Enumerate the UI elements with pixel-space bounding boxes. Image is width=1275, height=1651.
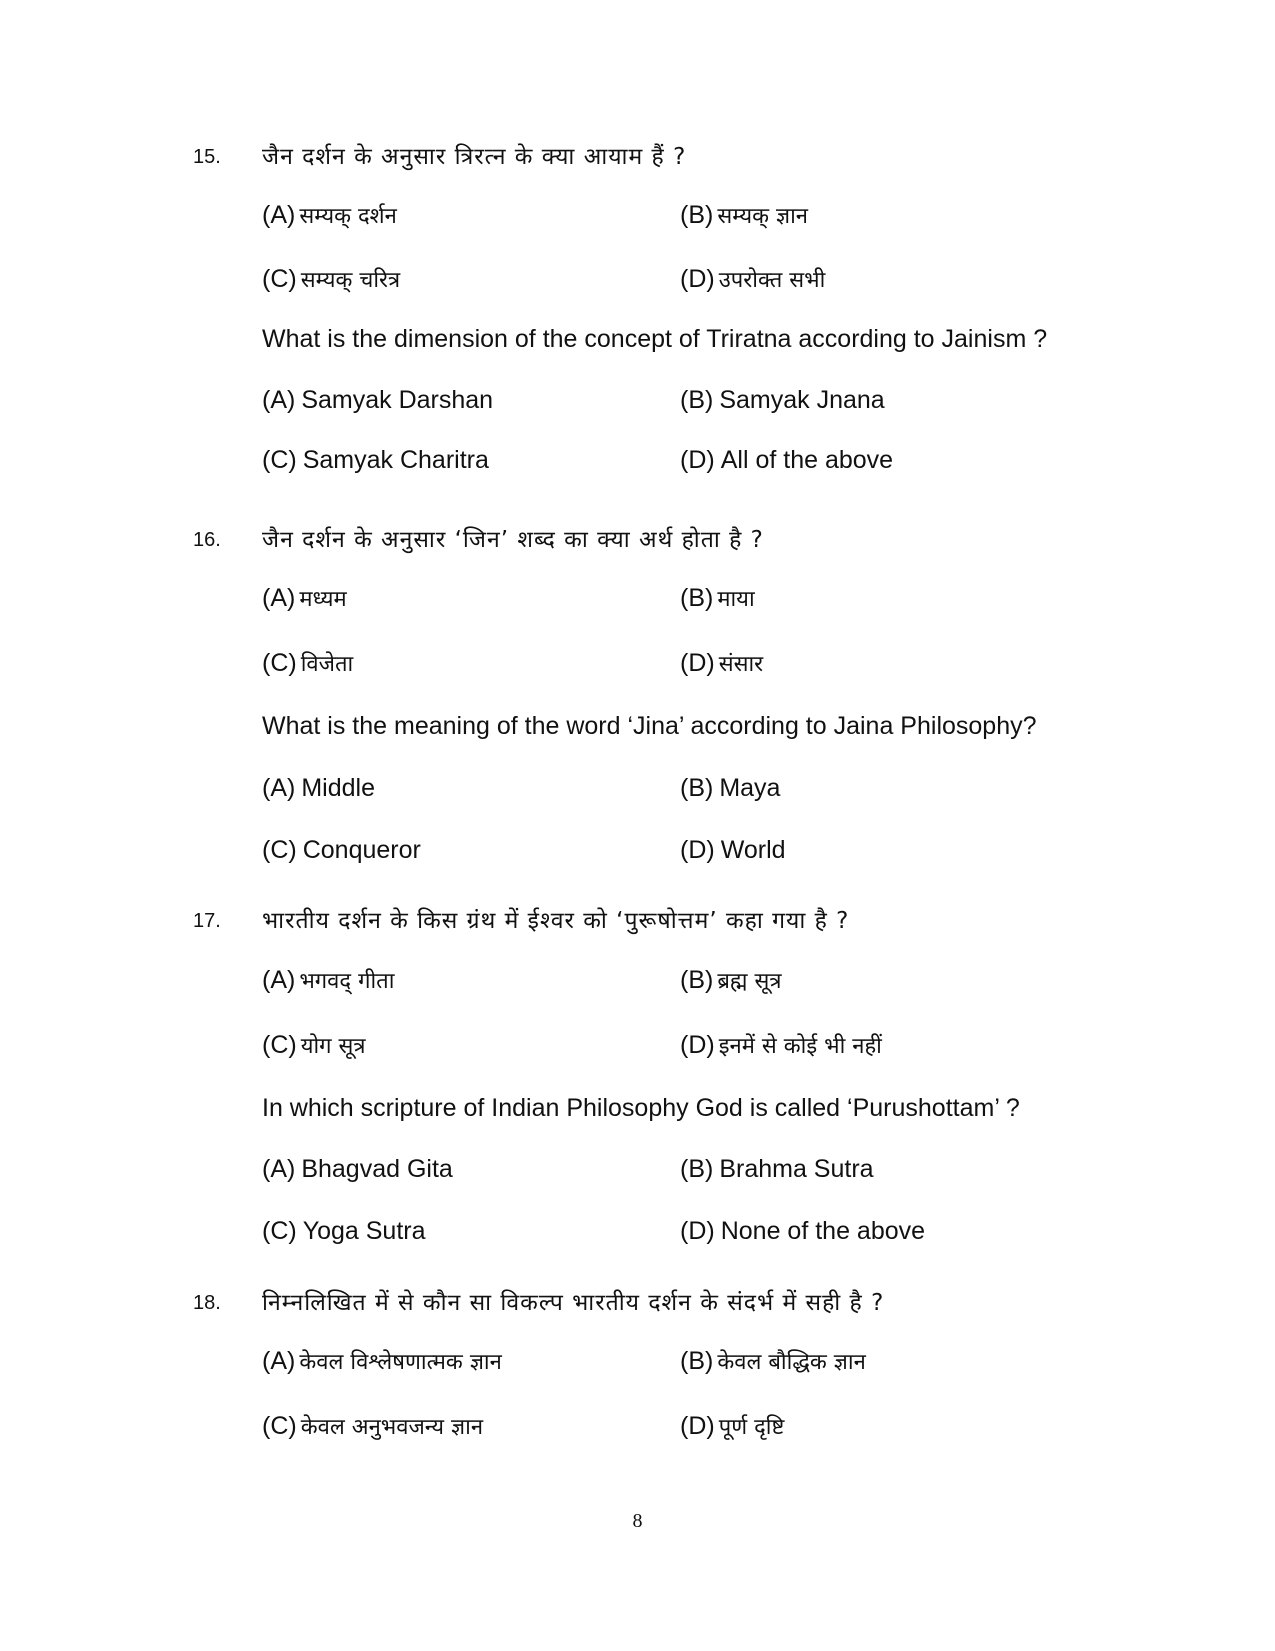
option-letter: (A) [262,774,296,802]
option-text: संसार [718,652,764,677]
option-c-hindi [262,1411,483,1441]
option-letter: (C) [262,1412,297,1440]
option-letter: (A) [262,1155,296,1183]
question-number: 16. [193,529,221,551]
option-text: मध्यम [299,587,347,612]
option-b-english [680,774,780,803]
option-letter: (C) [262,836,297,864]
option-text: सम्यक् दर्शन [299,204,397,229]
option-text: सम्यक् ज्ञान [717,204,809,229]
question-text-hindi: निम्नलिखित में से कौन सा विकल्प भारतीय दर्शन के संदर्भ में सही है ? [262,1290,885,1316]
option-letter: (B) [680,584,714,612]
option-b-hindi [680,583,755,613]
option-text: ब्रह्म सूत्र [717,969,782,994]
option-text: पूर्ण दृष्टि [718,1415,785,1440]
option-text: World [720,836,786,864]
option-d-hindi [680,1411,784,1441]
option-c-hindi [262,1030,366,1060]
option-text: Samyak Darshan [301,386,494,414]
page-number: 8 [632,1510,643,1532]
option-b-english [680,1155,874,1184]
question-text-english: What is the meaning of the word ‘Jina’ according to Jaina Philosophy? [262,712,1037,740]
option-a-hindi [262,583,347,613]
option-d-english [680,1217,925,1246]
option-text: उपरोक्त सभी [718,268,826,293]
question-text-hindi: जैन दर्शन के अनुसार ‘जिन’ शब्द का क्या अर्थ होता है ? [262,527,764,553]
option-text: Brahma Sutra [719,1155,874,1183]
option-c-english [262,1217,426,1246]
option-text: विजेता [300,652,354,677]
question-text-english: In which scripture of Indian Philosophy God is called ‘Purushottam’ ? [262,1094,1020,1122]
option-letter: (B) [680,386,714,414]
option-text: केवल बौद्धिक ज्ञान [717,1350,866,1375]
option-b-hindi [680,200,808,230]
option-d-english [680,836,786,865]
option-text: इनमें से कोई भी नहीं [718,1034,882,1059]
option-c-english [262,836,421,865]
option-text: Conqueror [302,836,421,864]
option-letter: (C) [262,1031,297,1059]
option-text: Samyak Charitra [302,446,489,474]
question-text-english: What is the dimension of the concept of Triratna according to Jainism ? [262,325,1048,353]
option-letter: (D) [680,446,715,474]
option-text: सम्यक् चरित्र [300,268,401,293]
option-text: Maya [719,774,781,802]
option-letter: (A) [262,584,296,612]
option-text: माया [717,587,755,612]
option-d-hindi [680,264,825,294]
option-b-hindi [680,965,782,995]
option-text: All of the above [720,446,894,474]
option-d-hindi [680,1030,882,1060]
option-letter: (C) [262,1217,297,1245]
option-text: Yoga Sutra [302,1217,426,1245]
question-number: 15. [193,146,221,168]
option-a-english [262,1155,453,1184]
question-text-hindi: जैन दर्शन के अनुसार त्रिरत्न के क्या आयाम हैं ? [262,144,687,170]
option-letter: (B) [680,1347,714,1375]
option-b-english [680,386,885,415]
option-letter: (C) [262,446,297,474]
option-d-hindi [680,648,763,678]
question-text-hindi: भारतीय दर्शन के किस ग्रंथ में ईश्वर को ‘पुरूषोत्तम’ कहा गया है ? [262,908,850,934]
option-a-hindi [262,1346,502,1376]
option-a-english [262,774,375,803]
option-letter: (A) [262,386,296,414]
question-number: 17. [193,910,221,932]
option-letter: (D) [680,649,715,677]
option-a-hindi [262,965,394,995]
option-letter: (A) [262,966,296,994]
option-text: Samyak Jnana [719,386,885,414]
option-text: केवल विश्लेषणात्मक ज्ञान [299,1350,502,1375]
option-text: Bhagvad Gita [301,1155,453,1183]
option-a-english [262,386,493,415]
option-c-english [262,446,489,475]
option-text: Middle [301,774,375,802]
option-letter: (C) [262,265,297,293]
option-letter: (D) [680,836,715,864]
option-text: केवल अनुभवजन्य ज्ञान [300,1415,484,1440]
option-text: योग सूत्र [300,1034,366,1059]
option-b-hindi [680,1346,866,1376]
option-letter: (B) [680,201,714,229]
option-a-hindi [262,200,397,230]
option-letter: (D) [680,265,715,293]
option-letter: (A) [262,201,296,229]
question-number: 18. [193,1292,221,1314]
option-letter: (B) [680,1155,714,1183]
option-letter: (B) [680,966,714,994]
option-letter: (B) [680,774,714,802]
option-letter: (C) [262,649,297,677]
option-text: भगवद् गीता [299,969,395,994]
option-c-hindi [262,648,353,678]
option-letter: (D) [680,1031,715,1059]
option-letter: (D) [680,1412,715,1440]
option-d-english [680,446,893,475]
option-c-hindi [262,264,400,294]
option-text: None of the above [720,1217,926,1245]
option-letter: (D) [680,1217,715,1245]
option-letter: (A) [262,1347,296,1375]
